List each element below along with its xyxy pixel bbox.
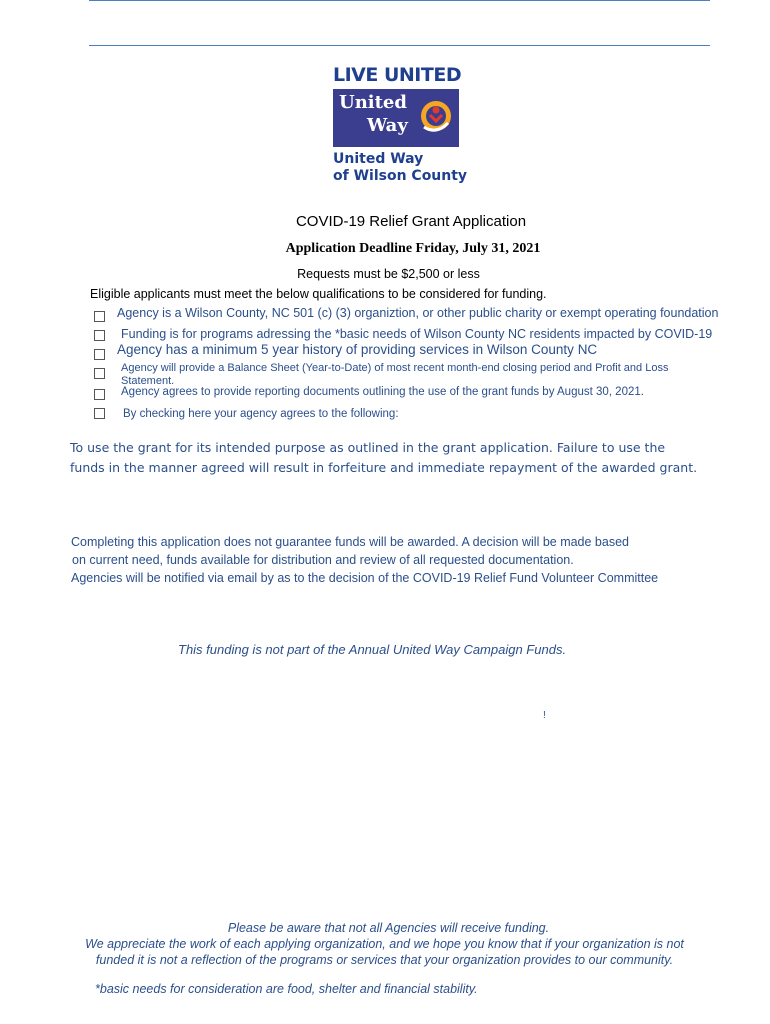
stray-mark: ! xyxy=(543,710,546,721)
logo-tagline: LIVE UNITED xyxy=(333,64,462,86)
agreement-terms xyxy=(70,438,697,478)
qualification-balance-sheet: Agency will provide a Balance Sheet (Year-to-Date) of most recent month-end closing period and Profit and Loss xyxy=(121,362,669,374)
qualification-basic-needs: Funding is for programs adressing the *basic needs of Wilson County NC residents impacted by COVID-19 xyxy=(121,327,713,341)
logo-org-line2: of Wilson County xyxy=(333,168,468,184)
agreement-line: To use the grant for its intended purpose as outlined in the grant application. Failure to use the xyxy=(70,440,666,455)
qualification-history: Agency has a minimum 5 year history of providing services in Wilson County NC xyxy=(117,342,598,357)
notice-line: Completing this application does not guarantee funds will be awarded. A decision will be made based xyxy=(71,535,629,549)
checkbox-501c3[interactable] xyxy=(94,311,105,322)
qualification-agreement: By checking here your agency agrees to the following: xyxy=(123,408,399,420)
logo-box xyxy=(333,89,459,147)
checkbox-balance-sheet[interactable] xyxy=(94,368,105,379)
request-limit: Requests must be $2,500 or less xyxy=(297,267,480,281)
footer-line: funded it is not a reflection of the programs or services that your organization provides to our community. xyxy=(95,953,674,967)
basic-needs-footnote: *basic needs for consideration are food, shelter and financial stability. xyxy=(95,982,478,996)
notice-line: Agencies will be notified via email by as to the decision of the COVID-19 Relief Fund Volunteer Committee xyxy=(71,571,659,585)
checkbox-history[interactable] xyxy=(94,349,105,360)
logo-word-way: Way xyxy=(367,115,408,136)
united-way-logo xyxy=(333,63,468,185)
eligibility-intro: Eligible applicants must meet the below qualifications to be considered for funding. xyxy=(90,287,547,301)
checkbox-agreement[interactable] xyxy=(94,408,105,419)
checkbox-reporting[interactable] xyxy=(94,389,105,400)
funding-notice xyxy=(71,533,658,587)
footer-line: Please be aware that not all Agencies will receive funding. xyxy=(227,921,550,935)
logo-word-united: United xyxy=(339,92,407,113)
page-title: COVID-19 Relief Grant Application xyxy=(295,213,527,230)
agreement-line: funds in the manner agreed will result in forfeiture and immediate repayment of the awarded grant. xyxy=(70,460,698,475)
notice-line: on current need, funds available for distribution and review of all requested documentation. xyxy=(72,553,574,567)
checkbox-basic-needs[interactable] xyxy=(94,330,105,341)
qualification-balance-sheet-cont: Statement. xyxy=(121,375,175,387)
top-rule xyxy=(89,0,710,1)
footer-disclaimer xyxy=(0,920,770,968)
qualification-reporting: Agency agrees to provide reporting documents outlining the use of the grant funds by August 30, 2021. xyxy=(121,386,644,398)
qualification-501c3: Agency is a Wilson County, NC 501 (c) (3) organiztion, or other public charity or exempt operating foundation xyxy=(117,306,719,320)
application-deadline: Application Deadline Friday, July 31, 2021 xyxy=(285,241,541,256)
logo-org-name xyxy=(333,151,468,185)
united-way-hand-icon xyxy=(419,99,453,139)
header-rule xyxy=(89,45,710,46)
footer-line: We appreciate the work of each applying organization, and we hope you know that if your organization is not xyxy=(85,937,684,951)
campaign-note: This funding is not part of the Annual United Way Campaign Funds. xyxy=(178,642,567,657)
logo-org-line1: United Way xyxy=(333,151,424,167)
